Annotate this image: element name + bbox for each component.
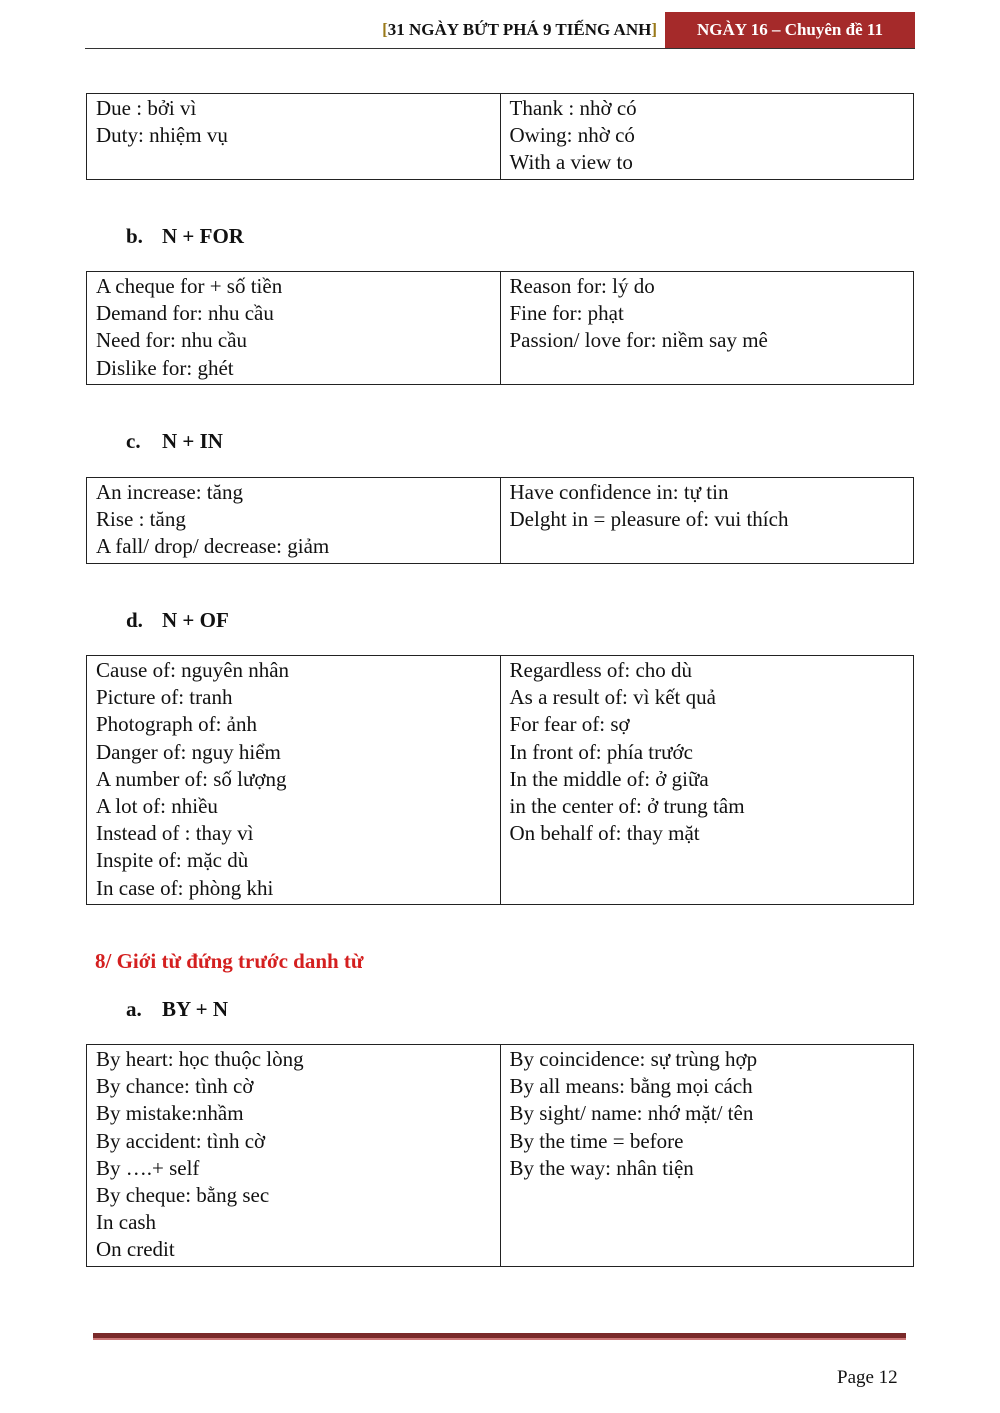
vocab-entry: Thank : nhờ có	[509, 96, 637, 120]
subheading-title: N + OF	[162, 608, 229, 632]
subheading-n-in	[126, 429, 223, 454]
vocab-entry: By coincidence: sự trùng hợp	[509, 1047, 758, 1071]
vocab-entry: Danger of: nguy hiểm	[96, 739, 281, 764]
subheading-n-of	[126, 608, 229, 633]
vocab-entry: Cause of: nguyên nhân	[96, 658, 290, 682]
subheading-n-for	[126, 224, 244, 249]
vocab-entry: Demand for: nhu cầu	[96, 301, 274, 326]
page-number: Page 12	[837, 1367, 898, 1388]
table-cell-right	[500, 656, 914, 905]
vocab-entry: Passion/ love for: niềm say mê	[509, 328, 768, 353]
vocab-entry: Fine for: phạt	[509, 301, 624, 326]
vocab-entry: Inspite of: mặc dù	[96, 848, 249, 873]
subheading-label: d.	[126, 608, 143, 632]
vocab-entry: A cheque for + số tiền	[96, 274, 283, 298]
vocab-entry: Dislike for: ghét	[96, 355, 234, 380]
vocab-entry: A fall/ drop/ decrease: giảm	[96, 534, 330, 559]
vocab-table-top	[86, 93, 914, 180]
vocab-table-n-for	[86, 271, 914, 385]
subheading-label: b.	[126, 224, 143, 248]
vocab-entry: Instead of : thay vì	[96, 821, 254, 846]
table-cell-left	[87, 656, 501, 905]
vocab-entry: By sight/ name: nhớ mặt/ tên	[509, 1101, 754, 1126]
vocab-entry: By accident: tình cờ	[96, 1128, 266, 1153]
table-cell-left	[87, 1045, 501, 1267]
vocab-entry: On credit	[96, 1237, 175, 1262]
table-cell-left	[87, 478, 501, 564]
vocab-entry: In cash	[96, 1210, 157, 1235]
vocab-entry: For fear of: sợ	[509, 712, 630, 737]
vocab-entry: An increase: tăng	[96, 480, 243, 504]
vocab-entry: Picture of: tranh	[96, 685, 233, 710]
vocab-entry: In front of: phía trước	[509, 739, 693, 764]
book-title: 31 NGÀY BỨT PHÁ 9 TIẾNG ANH	[387, 20, 652, 39]
vocab-entry: In the middle of: ở giữa	[509, 766, 709, 791]
table-cell-left	[87, 94, 501, 180]
vocab-entry: By cheque: bằng sec	[96, 1183, 270, 1208]
table-cell-right	[500, 1045, 914, 1267]
vocab-entry: A lot of: nhiều	[96, 794, 218, 819]
table-cell-right	[500, 272, 914, 385]
vocab-entry: Owing: nhờ có	[509, 123, 635, 148]
vocab-entry: By mistake:nhầm	[96, 1101, 244, 1126]
vocab-table-n-of	[86, 655, 914, 905]
vocab-entry: in the center of: ở trung tâm	[509, 794, 745, 819]
subheading-by-n	[126, 997, 228, 1022]
vocab-entry: By the time = before	[509, 1128, 684, 1153]
vocab-entry: Delght in = pleasure of: vui thích	[509, 507, 789, 532]
page-header	[85, 12, 915, 49]
subheading-label: c.	[126, 429, 141, 453]
vocab-entry: With a view to	[509, 150, 633, 175]
vocab-table-by-n	[86, 1044, 914, 1267]
bracket-close: ]	[651, 20, 657, 39]
vocab-entry: Due : bởi vì	[96, 96, 197, 120]
footer-rule	[93, 1333, 906, 1340]
vocab-entry: A number of: số lượng	[96, 766, 287, 791]
vocab-table-n-in	[86, 477, 914, 564]
subheading-title: BY + N	[162, 997, 229, 1021]
vocab-entry: Photograph of: ảnh	[96, 712, 257, 737]
vocab-entry: As a result of: vì kết quả	[509, 685, 716, 710]
vocab-entry: Need for: nhu cầu	[96, 328, 248, 353]
vocab-entry: By all means: bằng mọi cách	[509, 1074, 753, 1099]
header-title	[382, 20, 657, 40]
vocab-entry: Reason for: lý do	[509, 274, 655, 298]
table-cell-left	[87, 272, 501, 385]
bracket-open: [	[382, 20, 388, 39]
subheading-label: a.	[126, 997, 142, 1021]
vocab-entry: By chance: tình cờ	[96, 1074, 254, 1099]
vocab-entry: On behalf of: thay mặt	[509, 821, 700, 846]
vocab-entry: Regardless of: cho dù	[509, 658, 693, 682]
table-cell-right	[500, 94, 914, 180]
subheading-title: N + IN	[162, 429, 223, 453]
vocab-entry: Rise : tăng	[96, 507, 186, 532]
subheading-title: N + FOR	[162, 224, 244, 248]
vocab-entry: Duty: nhiệm vụ	[96, 123, 228, 148]
vocab-entry: By heart: học thuộc lòng	[96, 1047, 304, 1071]
day-badge: NGÀY 16 – Chuyên đề 11	[665, 12, 915, 48]
section-title-prepositions: 8/ Giới từ đứng trước danh từ	[95, 949, 364, 973]
vocab-entry: In case of: phòng khi	[96, 875, 274, 900]
vocab-entry: By the way: nhân tiện	[509, 1155, 694, 1180]
vocab-entry: Have confidence in: tự tin	[509, 480, 729, 504]
vocab-entry: By ….+ self	[96, 1155, 200, 1180]
table-cell-right	[500, 478, 914, 564]
